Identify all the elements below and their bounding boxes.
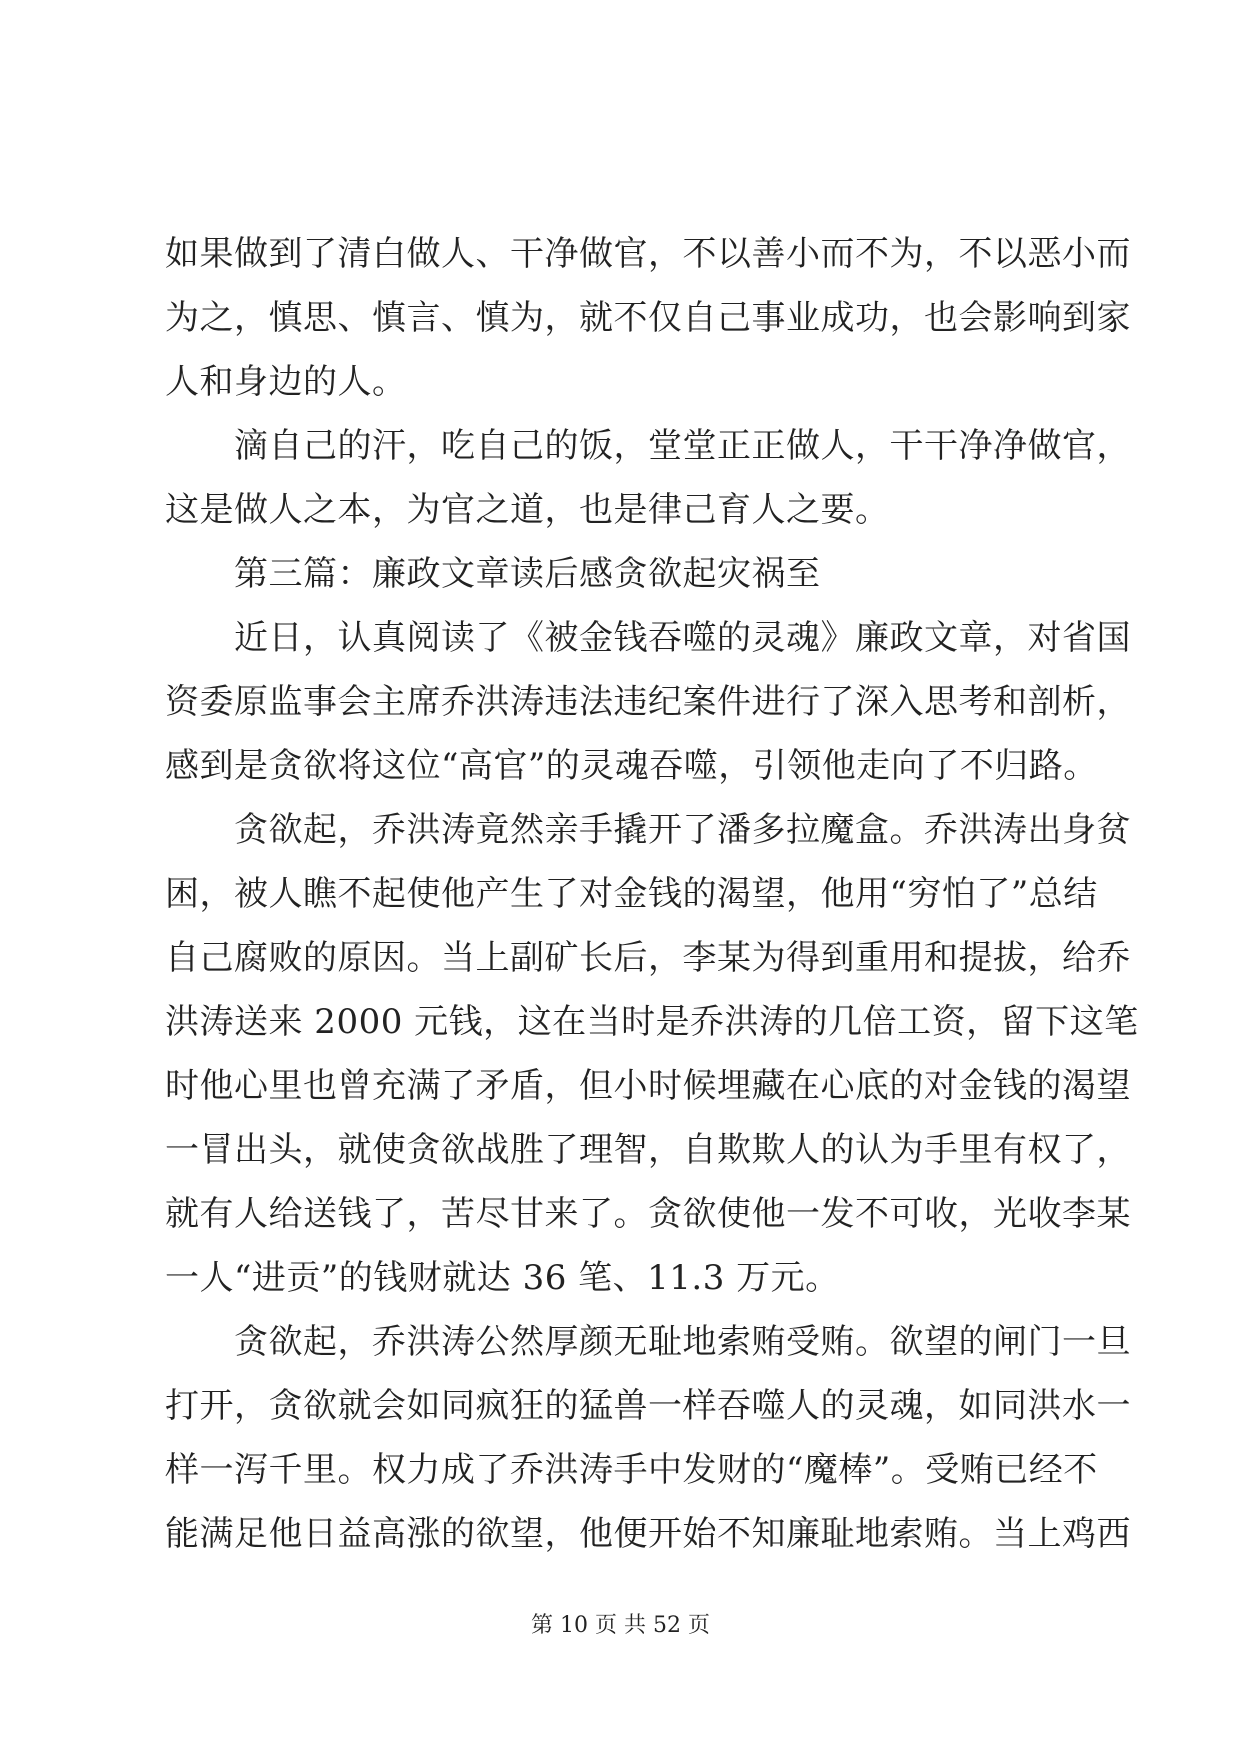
text-line: 为之，慎思、慎言、慎为，就不仅自己事业成功，也会影响到家 — [165, 298, 1131, 338]
text-line: 贪欲起，乔洪涛公然厚颜无耻地索贿受贿。欲望的闸门一旦 — [165, 1322, 1131, 1362]
text-line: 滴自己的汗，吃自己的饭，堂堂正正做人，干干净净做官， — [165, 426, 1131, 466]
text-line: 一人“进贡”的钱财就达 36 笔、11.3 万元。 — [165, 1258, 840, 1298]
text-line: 困，被人瞧不起使他产生了对金钱的渴望，他用“穷怕了”总结 — [165, 874, 1098, 914]
text-line: 就有人给送钱了，苦尽甘来了。贪欲使他一发不可收，光收李某 — [165, 1194, 1131, 1234]
text-line: 资委原监事会主席乔洪涛违法违纪案件进行了深入思考和剖析， — [165, 682, 1131, 722]
text-line: 第三篇：廉政文章读后感贪欲起灾祸至 — [165, 554, 821, 594]
text-line: 能满足他日益高涨的欲望，他便开始不知廉耻地索贿。当上鸡西 — [165, 1514, 1131, 1554]
text-line: 自己腐败的原因。当上副矿长后，李某为得到重用和提拔，给乔 — [165, 938, 1131, 978]
text-line: 如果做到了清白做人、干净做官，不以善小而不为，不以恶小而 — [165, 234, 1131, 274]
document-body — [165, 222, 1139, 1566]
text-line: 这是做人之本，为官之道，也是律己育人之要。 — [165, 490, 890, 530]
text-line: 感到是贪欲将这位“高官”的灵魂吞噬，引领他走向了不归路。 — [165, 746, 1098, 786]
text-line: 一冒出头，就使贪欲战胜了理智，自欺欺人的认为手里有权了， — [165, 1130, 1131, 1170]
text-line: 洪涛送来 2000 元钱，这在当时是乔洪涛的几倍工资，留下这笔 — [165, 1002, 1139, 1042]
text-line: 人和身边的人。 — [165, 362, 407, 402]
text-line: 近日，认真阅读了《被金钱吞噬的灵魂》廉政文章，对省国 — [165, 618, 1131, 658]
text-line: 时他心里也曾充满了矛盾，但小时候埋藏在心底的对金钱的渴望 — [165, 1066, 1131, 1106]
text-line: 打开，贪欲就会如同疯狂的猛兽一样吞噬人的灵魂，如同洪水一 — [165, 1386, 1131, 1426]
text-line: 贪欲起，乔洪涛竟然亲手撬开了潘多拉魔盒。乔洪涛出身贫 — [165, 810, 1131, 850]
text-line: 样一泻千里。权力成了乔洪涛手中发财的“魔棒”。受贿已经不 — [165, 1450, 1098, 1490]
page-footer: 第 10 页 共 52 页 — [531, 1613, 710, 1638]
